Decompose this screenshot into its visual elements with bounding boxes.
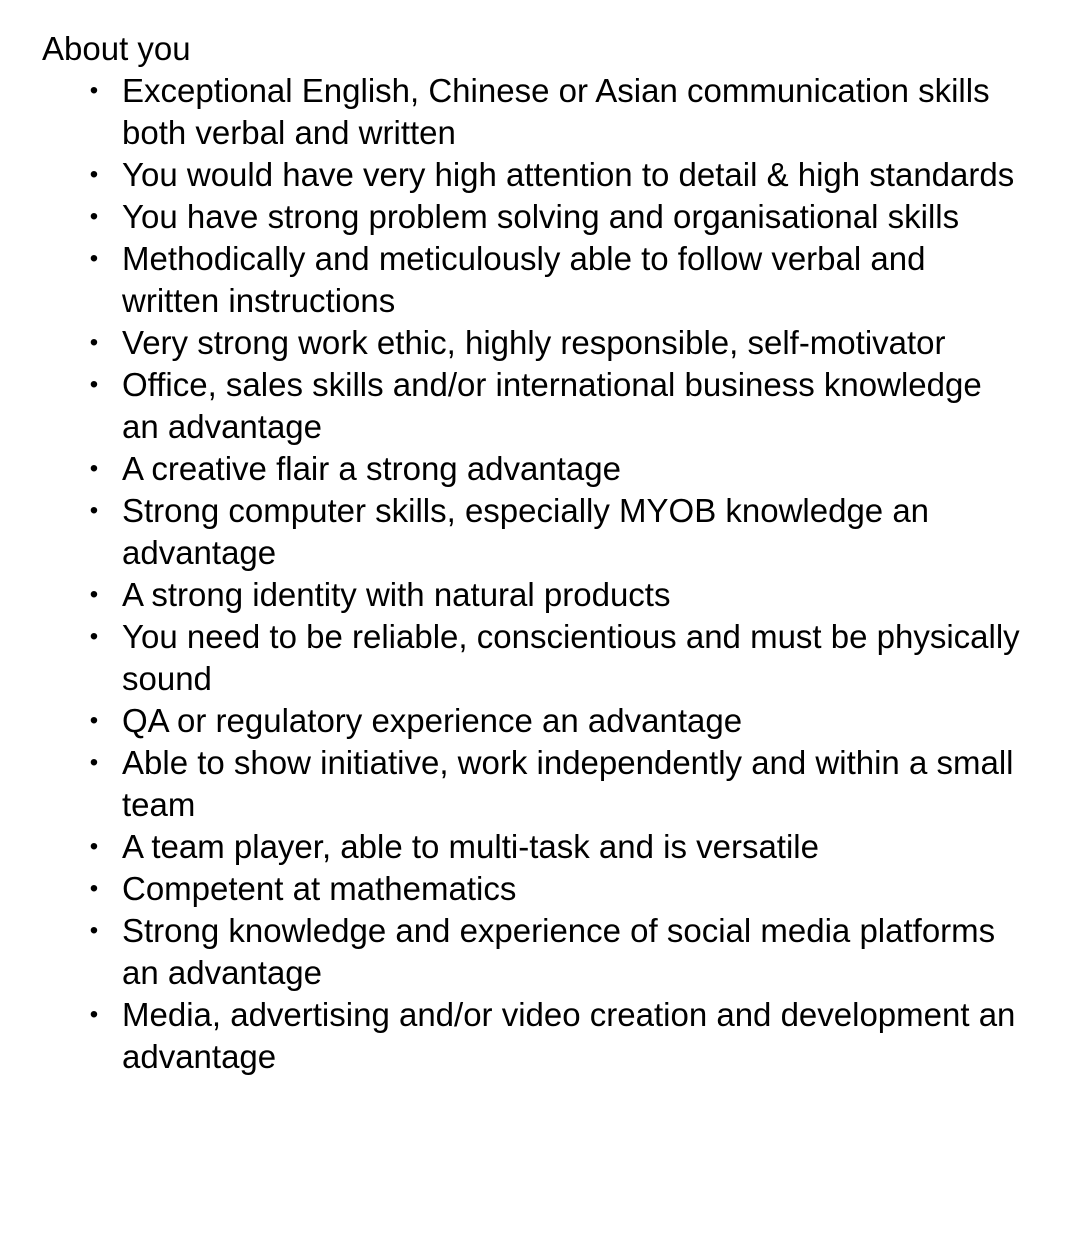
list-item bbox=[42, 154, 1042, 196]
bullet-icon: • bbox=[89, 707, 99, 734]
requirements-list bbox=[42, 70, 1042, 1078]
bullet-icon: • bbox=[89, 917, 99, 944]
list-item-text: Office, sales skills and/or international business knowledge an advantage bbox=[122, 366, 982, 445]
bullet-icon: • bbox=[89, 161, 99, 188]
bullet-icon: • bbox=[89, 875, 99, 902]
bullet-icon: • bbox=[89, 623, 99, 650]
list-item bbox=[42, 868, 1042, 910]
bullet-icon: • bbox=[89, 371, 99, 398]
list-item-text: You need to be reliable, conscientious and must be physically sound bbox=[122, 618, 1020, 697]
list-item bbox=[42, 700, 1042, 742]
list-item bbox=[42, 70, 1042, 154]
list-item-text: You have strong problem solving and organisational skills bbox=[122, 198, 960, 235]
list-item bbox=[42, 364, 1042, 448]
bullet-icon: • bbox=[89, 329, 99, 356]
bullet-icon: • bbox=[89, 497, 99, 524]
list-item bbox=[42, 826, 1042, 868]
list-item-text: Strong knowledge and experience of social media platforms an advantage bbox=[122, 912, 996, 991]
list-item bbox=[42, 574, 1042, 616]
list-item-text: Methodically and meticulously able to follow verbal and written instructions bbox=[122, 240, 926, 319]
list-item-text: A creative flair a strong advantage bbox=[122, 450, 621, 487]
list-item bbox=[42, 616, 1042, 700]
list-item-text: Strong computer skills, especially MYOB knowledge an advantage bbox=[122, 492, 930, 571]
bullet-icon: • bbox=[89, 455, 99, 482]
bullet-icon: • bbox=[89, 203, 99, 230]
list-item-text: Media, advertising and/or video creation and development an advantage bbox=[122, 996, 1016, 1075]
list-item-text: QA or regulatory experience an advantage bbox=[122, 702, 743, 739]
list-item-text: Very strong work ethic, highly responsible, self-motivator bbox=[122, 324, 946, 361]
bullet-icon: • bbox=[89, 245, 99, 272]
list-item bbox=[42, 322, 1042, 364]
list-item bbox=[42, 448, 1042, 490]
about-you-section bbox=[42, 28, 1042, 1078]
section-heading: About you bbox=[42, 30, 191, 67]
bullet-icon: • bbox=[89, 749, 99, 776]
list-item-text: Competent at mathematics bbox=[122, 870, 517, 907]
list-item-text: Able to show initiative, work independently and within a small team bbox=[122, 744, 1014, 823]
list-item bbox=[42, 994, 1042, 1078]
bullet-icon: • bbox=[89, 77, 99, 104]
list-item-text: You would have very high attention to detail & high standards bbox=[122, 156, 1015, 193]
list-item bbox=[42, 238, 1042, 322]
list-item bbox=[42, 196, 1042, 238]
list-item-text: A team player, able to multi-task and is versatile bbox=[122, 828, 819, 865]
list-item-text: A strong identity with natural products bbox=[122, 576, 671, 613]
bullet-icon: • bbox=[89, 581, 99, 608]
bullet-icon: • bbox=[89, 833, 99, 860]
list-item-text: Exceptional English, Chinese or Asian communication skills both verbal and written bbox=[122, 72, 990, 151]
list-item bbox=[42, 490, 1042, 574]
bullet-icon: • bbox=[89, 1001, 99, 1028]
list-item bbox=[42, 742, 1042, 826]
list-item bbox=[42, 910, 1042, 994]
